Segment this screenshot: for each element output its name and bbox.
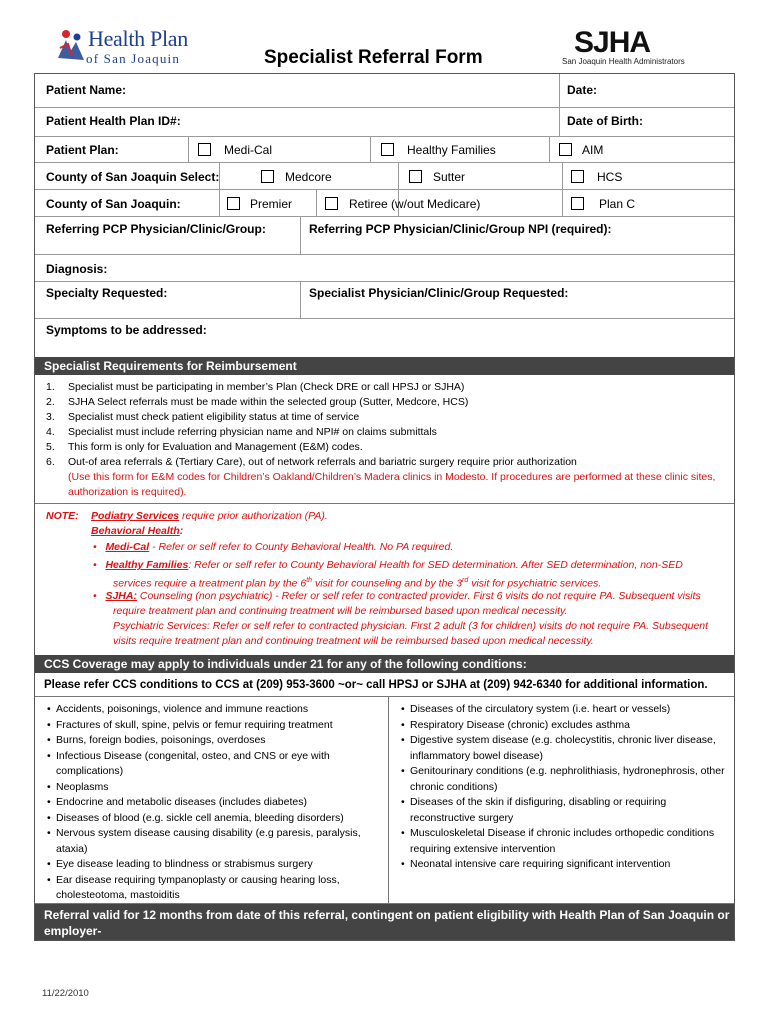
- healthy-families-checkbox[interactable]: [381, 143, 394, 156]
- ccs-condition-text: Genitourinary conditions (e.g. nephrolithiasis, hydronephrosis, other: [410, 765, 725, 777]
- ccs-condition-text: inflammatory bowel disease): [410, 749, 544, 762]
- ccs-condition-text: Ear disease requiring tympanoplasty or causing hearing loss,: [56, 873, 340, 886]
- hf-note-line2: [113, 574, 601, 591]
- req-item: Specialist must include referring physician name and NPI# on claims submittals: [68, 426, 437, 438]
- validity-line-1: Referral valid for 12 months from date of this referral, contingent on patient eligibility with Health Plan of San Joaquin or employer-: [44, 908, 730, 938]
- referring-npi-label: Referring PCP Physician/Clinic/Group NPI (required):: [309, 222, 612, 236]
- patient-name-label: Patient Name:: [46, 83, 127, 97]
- plan-c-option: Plan C: [599, 197, 636, 211]
- logo-main-text: Health Plan: [88, 26, 188, 51]
- ccs-condition-item: [47, 780, 109, 796]
- retiree-checkbox[interactable]: [325, 197, 338, 210]
- hf-text: services require a treatment plan by the 6: [113, 577, 307, 590]
- medi-cal-note: • Medi-Cal - Refer or self refer to County Behavioral Health. No PA required.: [93, 541, 454, 553]
- plan-id-label: Patient Health Plan ID#:: [46, 114, 181, 128]
- ccs-condition-item: [401, 733, 716, 749]
- bullet-icon: •: [401, 765, 405, 777]
- ccs-condition-item: [401, 857, 671, 873]
- ccs-condition-item: [401, 718, 631, 734]
- hf-text: visit for psychiatric services.: [468, 577, 602, 590]
- ccs-refer-text: Please refer CCS conditions to CCS at (209) 953-3600 ~or~ call HPSJ or SJHA at (209) 942-6340 for additional information.: [44, 679, 708, 691]
- ccs-condition-text: Diseases of blood (e.g. sickle cell anemia, bleeding disorders): [56, 811, 344, 824]
- health-plan-logo: [56, 24, 206, 70]
- medi-cal-option: Medi-Cal: [224, 143, 273, 157]
- req-item: Out-of area referrals & (Tertiary Care), out of network referrals and bariatric surgery require prior authorization: [68, 456, 577, 468]
- sjha-note-line2: require treatment plan and continuing treatment will be reimbursed based upon medical necessity.: [113, 605, 568, 617]
- ccs-condition-item: [401, 826, 715, 842]
- people-logo-icon: [56, 26, 86, 66]
- requirements-heading: Specialist Requirements for Reimbursement: [35, 357, 734, 375]
- bullet-icon: •: [401, 858, 405, 870]
- bullet-icon: •: [401, 796, 405, 808]
- validity-line-2: sponsored health plan administered by SJHA: [44, 940, 303, 954]
- hf-sup: rd: [462, 577, 469, 584]
- behavioral-heading: [91, 525, 183, 538]
- page-title: Specialist Referral Form: [264, 47, 483, 68]
- patient-plan-label: Patient Plan:: [46, 143, 119, 157]
- req-num: 3.: [46, 411, 55, 423]
- bullet-icon: •: [47, 796, 51, 808]
- ccs-condition-text: reconstructive surgery: [410, 811, 514, 824]
- aim-checkbox[interactable]: [559, 143, 572, 156]
- ccs-condition-item: [401, 764, 725, 780]
- specialty-label: Specialty Requested:: [46, 286, 168, 300]
- hf-title: Healthy Families: [105, 559, 189, 571]
- diagnosis-label: Diagnosis:: [46, 262, 108, 276]
- plan-c-checkbox[interactable]: [571, 197, 584, 210]
- req-num: 5.: [46, 441, 55, 453]
- retiree-option: Retiree (w/out Medicare): [349, 197, 481, 211]
- hf-text: : Refer or self refer to County Behavioral Health for SED determination. After SED determination, non-SED: [188, 559, 683, 571]
- ccs-condition-item: [401, 702, 671, 718]
- req-num: 1.: [46, 381, 55, 393]
- specialist-label: Specialist Physician/Clinic/Group Requested:: [309, 286, 569, 300]
- bullet-icon: •: [47, 811, 51, 824]
- bullet-icon: •: [401, 827, 405, 839]
- referring-pcp-label: Referring PCP Physician/Clinic/Group:: [46, 222, 266, 236]
- sjha-logo-sub: San Joaquin Health Administrators: [562, 57, 685, 66]
- healthy-families-option: Healthy Families: [407, 143, 496, 157]
- ccs-condition-text: Diseases of the skin if disfiguring, disabling or requiring: [410, 796, 667, 808]
- date-label: Date:: [567, 83, 598, 97]
- ccs-condition-item: [47, 826, 361, 842]
- ccs-condition-text: Neoplasms: [56, 780, 109, 793]
- bullet-icon: •: [47, 827, 51, 839]
- sutter-option: Sutter: [433, 170, 466, 184]
- bullet-icon: •: [401, 718, 405, 731]
- ccs-condition-item-cont: [410, 780, 498, 796]
- bullet-icon: •: [47, 749, 51, 762]
- ccs-condition-text: Endocrine and metabolic diseases (includes diabetes): [56, 796, 307, 808]
- ccs-condition-item: [47, 811, 344, 827]
- hf-sup: th: [306, 577, 313, 584]
- req-num: 6.: [46, 456, 55, 468]
- podiatry-note: [91, 510, 328, 523]
- ccs-condition-text: Musculoskeletal Disease if chronic includes orthopedic conditions: [410, 827, 715, 839]
- form-date: 11/22/2010: [42, 988, 89, 999]
- dob-label: Date of Birth:: [567, 114, 643, 128]
- req-item: Specialist must check patient eligibility status at time of service: [68, 411, 360, 423]
- bullet-icon: •: [47, 734, 51, 746]
- sutter-checkbox[interactable]: [409, 170, 422, 183]
- ccs-condition-item-cont: [410, 842, 555, 858]
- hf-note: • Healthy Families: Refer or self refer to County Behavioral Health for SED determination. After SED determination, non-SED: [93, 559, 683, 571]
- ccs-condition-item-cont: [56, 764, 123, 780]
- bullet-icon: •: [47, 780, 51, 793]
- ccs-condition-text: Diseases of the circulatory system (i.e. heart or vessels): [410, 703, 671, 715]
- note-label: NOTE:: [46, 510, 79, 522]
- sjha-logo: [562, 26, 692, 70]
- county-label: County of San Joaquin:: [46, 197, 181, 211]
- hcs-checkbox[interactable]: [571, 170, 584, 183]
- behavioral-title: Behavioral Health: [91, 525, 180, 537]
- ccs-condition-item: [401, 795, 667, 811]
- ccs-condition-text: Burns, foreign bodies, poisonings, overdoses: [56, 734, 266, 746]
- sjha-title: SJHA:: [105, 590, 137, 602]
- ccs-condition-item: [47, 733, 266, 749]
- medi-cal-title: Medi-Cal: [105, 541, 150, 553]
- req-item: This form is only for Evaluation and Management (E&M) codes.: [68, 441, 363, 453]
- medi-cal-checkbox[interactable]: [198, 143, 211, 156]
- podiatry-text: require prior authorization (PA).: [179, 510, 328, 522]
- ccs-condition-text: Fractures of skull, spine, pelvis or femur requiring treatment: [56, 718, 333, 731]
- behavioral-colon: :: [179, 525, 184, 537]
- ccs-condition-text: Accidents, poisonings, violence and immune reactions: [56, 703, 309, 715]
- bullet-icon: •: [47, 873, 51, 886]
- symptoms-label: Symptoms to be addressed:: [46, 323, 207, 337]
- ccs-condition-text: complications): [56, 765, 124, 777]
- req-num: 4.: [46, 426, 55, 438]
- validity-notice: [35, 904, 734, 954]
- ccs-condition-text: Digestive system disease (e.g. cholecystitis, chronic liver disease,: [410, 734, 716, 746]
- premier-option: Premier: [250, 197, 293, 211]
- medcore-checkbox[interactable]: [261, 170, 274, 183]
- bullet-icon: •: [401, 734, 405, 746]
- sjha-text: Counseling (non psychiatric) - Refer or self refer to contracted provider. First 6 visits do not require PA. Subsequent visits: [136, 590, 701, 602]
- ccs-condition-item: [47, 873, 340, 889]
- ccs-condition-item: [47, 702, 309, 718]
- req-note-red: (Use this form for E&M codes for Children’s Oakland/Children’s Madera clinics in Modesto. If procedures are performed at these clinic sites,: [68, 471, 716, 483]
- req-item: Specialist must be participating in member’s Plan (Check DRE or call HPSJ or SJHA): [68, 381, 465, 393]
- podiatry-title: Podiatry Services: [91, 510, 180, 522]
- ccs-condition-text: ataxia): [56, 842, 88, 855]
- ccs-condition-text: chronic conditions): [410, 780, 498, 793]
- ccs-condition-item: [47, 857, 313, 873]
- ccs-condition-item: [47, 718, 333, 734]
- psych-note: Psychiatric Services: Refer or self refer to contracted physician. First 2 adult (3 for children) visits do not require PA. Subsequent: [113, 620, 709, 632]
- hf-text: visit for counseling and by the 3: [312, 577, 463, 590]
- ccs-condition-item-cont: [410, 811, 513, 827]
- ccs-condition-text: requiring extensive intervention: [410, 842, 556, 855]
- ccs-condition-item-cont: [56, 842, 88, 858]
- psych-note-line2: visits require treatment plan and continuing treatment will be reimbursed based upon medical necessity.: [113, 635, 594, 647]
- ccs-condition-item-cont: [410, 749, 543, 765]
- bullet-icon: •: [47, 858, 51, 870]
- county-select-label: County of San Joaquin Select:: [46, 170, 220, 184]
- ccs-condition-text: Infectious Disease (congenital, osteo, and CNS or eye with: [56, 749, 330, 762]
- premier-checkbox[interactable]: [227, 197, 240, 210]
- hcs-option: HCS: [597, 170, 623, 184]
- req-item: SJHA Select referrals must be made within the selected group (Sutter, Medcore, HCS): [68, 396, 469, 408]
- bullet-icon: •: [47, 703, 51, 715]
- bullet-icon: •: [401, 703, 405, 715]
- sjha-logo-main: SJHA: [574, 26, 651, 59]
- ccs-condition-text: Eye disease leading to blindness or strabismus surgery: [56, 858, 313, 870]
- ccs-condition-text: Respiratory Disease (chronic) excludes asthma: [410, 718, 631, 731]
- ccs-condition-item-cont: [56, 888, 180, 904]
- aim-option: AIM: [582, 143, 604, 157]
- sjha-note: • SJHA: Counseling (non psychiatric) - Refer or self refer to contracted provider. First 6 visits do not require PA. Subsequent visits: [93, 590, 701, 602]
- ccs-condition-item: [47, 795, 307, 811]
- req-note-red: authorization is required).: [68, 486, 187, 498]
- req-num: 2.: [46, 396, 55, 408]
- bullet-icon: •: [47, 718, 51, 731]
- medi-cal-text: - Refer or self refer to County Behavioral Health. No PA required.: [149, 541, 454, 553]
- ccs-condition-item: [47, 749, 330, 765]
- ccs-heading: CCS Coverage may apply to individuals under 21 for any of the following conditions:: [35, 655, 734, 673]
- ccs-condition-text: cholesteotoma, mastoiditis: [56, 889, 180, 901]
- ccs-condition-text: Neonatal intensive care requiring significant intervention: [410, 858, 671, 870]
- medcore-option: Medcore: [285, 170, 332, 184]
- ccs-condition-text: Nervous system disease causing disability (e.g paresis, paralysis,: [56, 827, 361, 839]
- logo-sub-text: of San Joaquin: [86, 51, 181, 66]
